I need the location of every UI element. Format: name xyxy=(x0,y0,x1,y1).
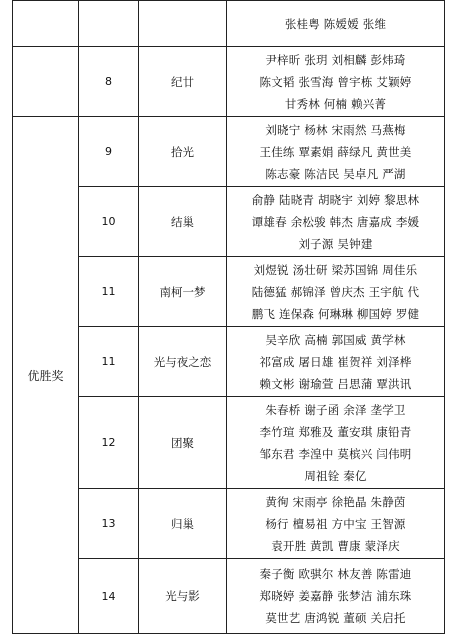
row-number xyxy=(79,1,139,47)
row-number: 14 xyxy=(79,559,139,634)
members-cell xyxy=(227,1,445,47)
member-line: 鹏飞 连保森 何琳琳 柳国婷 罗健 xyxy=(251,306,420,321)
row-number: 11 xyxy=(79,257,139,327)
member-line: 祁富成 屠日雄 崔贺祥 刘泽桦 xyxy=(259,354,412,369)
members-cell xyxy=(227,47,445,117)
member-line: 吴辛欣 高楠 郭国威 黄学林 xyxy=(265,332,406,347)
member-line: 陆德猛 郝锦泽 曾庆杰 王宇航 代 xyxy=(251,284,420,299)
member-line: 陈志豪 陈洁民 吴卓凡 严湖 xyxy=(265,166,406,181)
members-cell xyxy=(227,327,445,397)
members-cell xyxy=(227,397,445,489)
member-line: 刘晓宁 杨林 宋雨然 马燕梅 xyxy=(265,122,406,137)
member-line: 黄徇 宋雨亭 徐艳晶 朱静茵 xyxy=(265,494,406,509)
row-number: 9 xyxy=(79,117,139,187)
row-number: 11 xyxy=(79,327,139,397)
member-line: 秦子衡 欧骐尔 林友善 陈雷迪 xyxy=(259,567,412,581)
work-title: 纪廿 xyxy=(139,47,227,117)
member-line: 王佳练 覃素娟 薛绿凡 黄世美 xyxy=(259,144,412,159)
members-cell xyxy=(227,489,445,559)
member-line: 俞静 陆晓青 胡晓宇 刘婷 黎思林 xyxy=(251,192,420,207)
member-line: 谭雄春 余松骏 韩杰 唐嘉成 李媛 xyxy=(251,214,420,229)
member-line: 邹东君 李湟中 莫槟兴 闫伟明 xyxy=(259,446,412,461)
member-line: 陈文韬 张雪海 曾宇栋 艾颖婷 xyxy=(259,74,412,89)
member-line: 尹梓昕 张玥 刘相麟 彭炜琦 xyxy=(265,52,406,67)
member-line: 周祖铨 秦亿 xyxy=(304,468,367,483)
member-line: 刘子源 吴钟建 xyxy=(298,236,373,251)
awards-table xyxy=(12,0,445,634)
member-line: 李竹瑄 郑雅及 董安琪 康铅青 xyxy=(259,424,412,439)
work-title: 团聚 xyxy=(139,397,227,489)
members-cell xyxy=(227,117,445,187)
members-cell xyxy=(227,257,445,327)
member-line: 莫世艺 唐鸿锐 董硕 关启托 xyxy=(265,611,406,625)
members-cell xyxy=(227,559,445,634)
category-label: 优胜奖 xyxy=(13,117,79,634)
category-cell-top xyxy=(13,1,79,47)
work-title: 拾光 xyxy=(139,117,227,187)
row-number: 8 xyxy=(79,47,139,117)
work-title: 光与夜之恋 xyxy=(139,327,227,397)
member-line: 刘煜锐 汤壮研 梁苏国锦 周佳乐 xyxy=(253,262,418,277)
member-line: 朱春桥 谢子函 余泽 垄学卫 xyxy=(265,402,406,417)
member-line: 甘秀林 何楠 赖兴菁 xyxy=(284,96,387,111)
table-row xyxy=(13,1,445,47)
member-line: 郑晓婷 姜嘉静 张梦洁 浦东珠 xyxy=(259,589,412,603)
member-line: 杨行 檀易祖 方中宝 王智源 xyxy=(265,516,406,531)
work-title: 光与影 xyxy=(139,559,227,634)
work-title: 南柯一梦 xyxy=(139,257,227,327)
category-cell-top xyxy=(13,47,79,117)
row-number: 13 xyxy=(79,489,139,559)
row-number: 10 xyxy=(79,187,139,257)
row-number: 12 xyxy=(79,397,139,489)
table-row xyxy=(13,117,445,187)
work-title: 结巢 xyxy=(139,187,227,257)
member-line: 袁开胜 黄凯 曹康 蒙泽庆 xyxy=(271,538,400,553)
table-row xyxy=(13,47,445,117)
member-line: 张桂粤 陈嫒嫒 张维 xyxy=(284,16,387,31)
member-line: 赖文彬 谢瑜萱 吕思蒲 覃洪讯 xyxy=(259,376,412,391)
members-cell xyxy=(227,187,445,257)
work-title: 归巢 xyxy=(139,489,227,559)
work-title xyxy=(139,1,227,47)
